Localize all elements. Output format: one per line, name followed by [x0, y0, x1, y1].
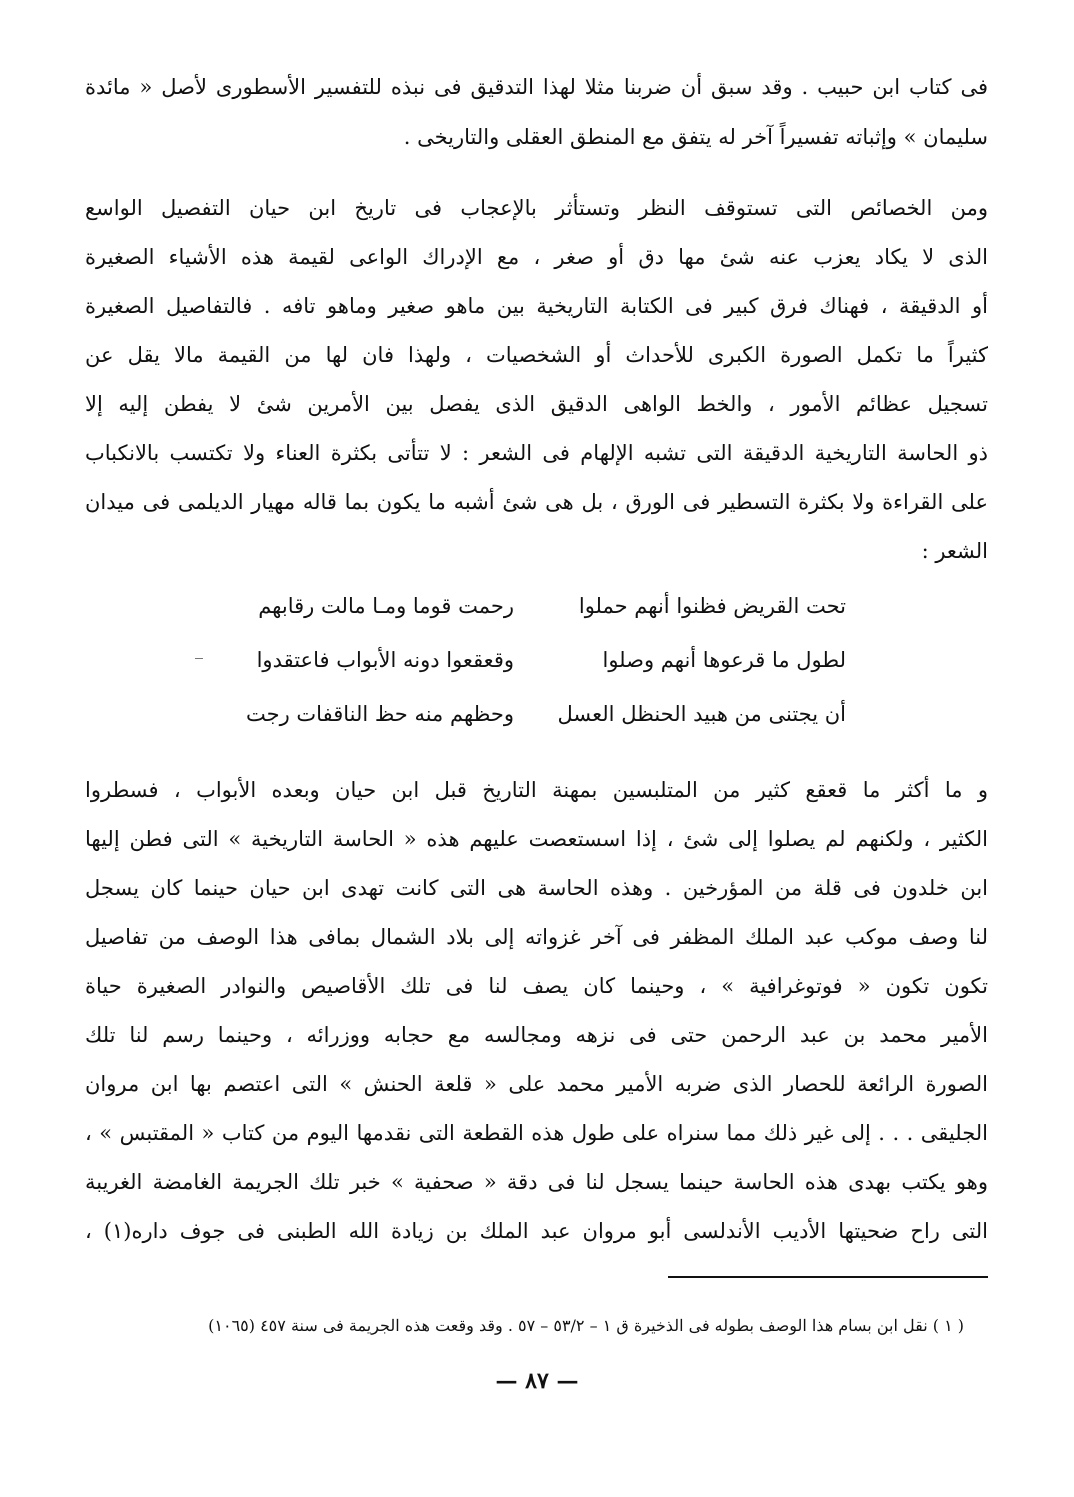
text-line: الذى لا يكاد يعزب عنه شئ مها دق أو صغر ، مع الإدراك الواعى لقيمة هذه الأشياء الصغيرة: [85, 245, 988, 269]
text-line: ابن خلدون فى قلة من المؤرخين . وهذه الحاسة هى التى كانت تهدى ابن حيان حينما كان يسجل: [85, 876, 988, 900]
text-line: الصورة الرائعة للحصار الذى ضربه الأمير محمد على « قلعة الحنش » التى اعتصم بها ابن مروان: [85, 1072, 988, 1096]
text-line: تكون تكون « فوتوغرافية » ، وحينما كان يصف لنا فى تلك الأقاصيص والنوادر الصغيرة حياة: [85, 974, 988, 998]
text-line: تسجيل عظائم الأمور ، والخط الواهى الدقيق الذى يفصل بين الأمرين شئ لا يفطن إليه إلا: [85, 392, 988, 416]
text-line: الأمير محمد بن عبد الرحمن حتى فى نزهه ومجالسه مع حجابه ووزرائه ، وحينما رسم لنا تلك: [85, 1023, 988, 1047]
text-line: و ما أكثر ما قعقع كثير من المتلبسين بمهنة التاريخ قبل ابن حيان وبعده الأبواب ، فسطروا: [85, 778, 988, 802]
text-line: سليمان » وإثباته تفسيراً آخر له يتفق مع المنطق العقلى والتاريخى .: [403, 125, 988, 149]
text-line: الشعر :: [921, 539, 988, 563]
verse-first-hemistich: وقعقعوا دونه الأبواب فاعتقدوا: [256, 648, 514, 672]
verse-second-hemistich: لطول ما قرعوها أنهم وصلوا: [602, 648, 846, 672]
page-number: — ٨٧ —: [495, 1368, 579, 1394]
text-line: كثيراً ما تكمل الصورة الكبرى للأحداث أو الشخصيات ، ولهذا فان لها من القيمة مالا يقل عن: [85, 343, 988, 367]
stray-mark: [195, 658, 203, 659]
verse-first-hemistich: رحمت قوما ومـا مالت رقابهم: [258, 594, 514, 618]
verse-first-hemistich: وحظهم منه حظ الناقفات رجت: [245, 702, 514, 726]
text-line: الجليقى . . . إلى غير ذلك مما سنراه على طول هذه القطعة التى نقدمها اليوم من كتاب « المقتبس » ،: [85, 1121, 988, 1145]
verse-second-hemistich: أن يجتنى من هبيد الحنظل العسل: [557, 702, 846, 726]
text-line: الكثير ، ولكنهم لم يصلوا إلى شئ ، إذا اسستعصت عليهم هذه « الحاسة التاريخية » التى فطن إليها: [85, 827, 988, 851]
text-line: أو الدقيقة ، فهناك فرق كبير فى الكتابة التاريخية بين ماهو صغير وماهو تافه . فالتفاصيل الصغيرة: [85, 294, 988, 318]
text-line: لنا وصف موكب عبد الملك المظفر فى آخر غزواته إلى بلاد الشمال بمافى هذا الوصف من تفاصيل: [85, 925, 988, 949]
text-line: فى كتاب ابن حبيب . وقد سبق أن ضربنا مثلا لهذا التدقيق فى نبذه للتفسير الأسطورى لأصل « مائدة: [85, 75, 988, 99]
text-line: التى راح ضحيتها الأديب الأندلسى أبو مروان عبد الملك بن زيادة الله الطبنى فى جوف داره(١) ،: [85, 1219, 988, 1243]
footnote-rule: [668, 1276, 988, 1278]
text-line: ومن الخصائص التى تستوقف النظر وتستأثر بالإعجاب فى تاريخ ابن حيان التفصيل الواسع: [85, 196, 988, 220]
text-line: وهو يكتب بهدى هذه الحاسة حينما يسجل لنا فى دقة « صحفية » خبر تلك الجريمة الغامضة الغريبة: [85, 1170, 988, 1194]
text-line: ذو الحاسة التاريخية الدقيقة التى تشبه الإلهام فى الشعر : لا تتأتى بكثرة العناء ولا تكتسب بالانكباب: [85, 441, 988, 465]
text-line: على القراءة ولا بكثرة التسطير فى الورق ، بل هى شئ أشبه ما يكون بما قاله مهيار الديلمى فى ميدان: [85, 490, 988, 514]
footnote: ( ١ ) نقل ابن بسام هذا الوصف بطوله فى الذخيرة ق ١ – ٥٣/٢ – ٥٧ . وقد وقعت هذه الجريمة فى سنة ٤٥٧ (١٠٦٥): [208, 1316, 964, 1335]
verse-second-hemistich: تحت القريض فظنوا أنهم حملوا: [578, 594, 846, 618]
